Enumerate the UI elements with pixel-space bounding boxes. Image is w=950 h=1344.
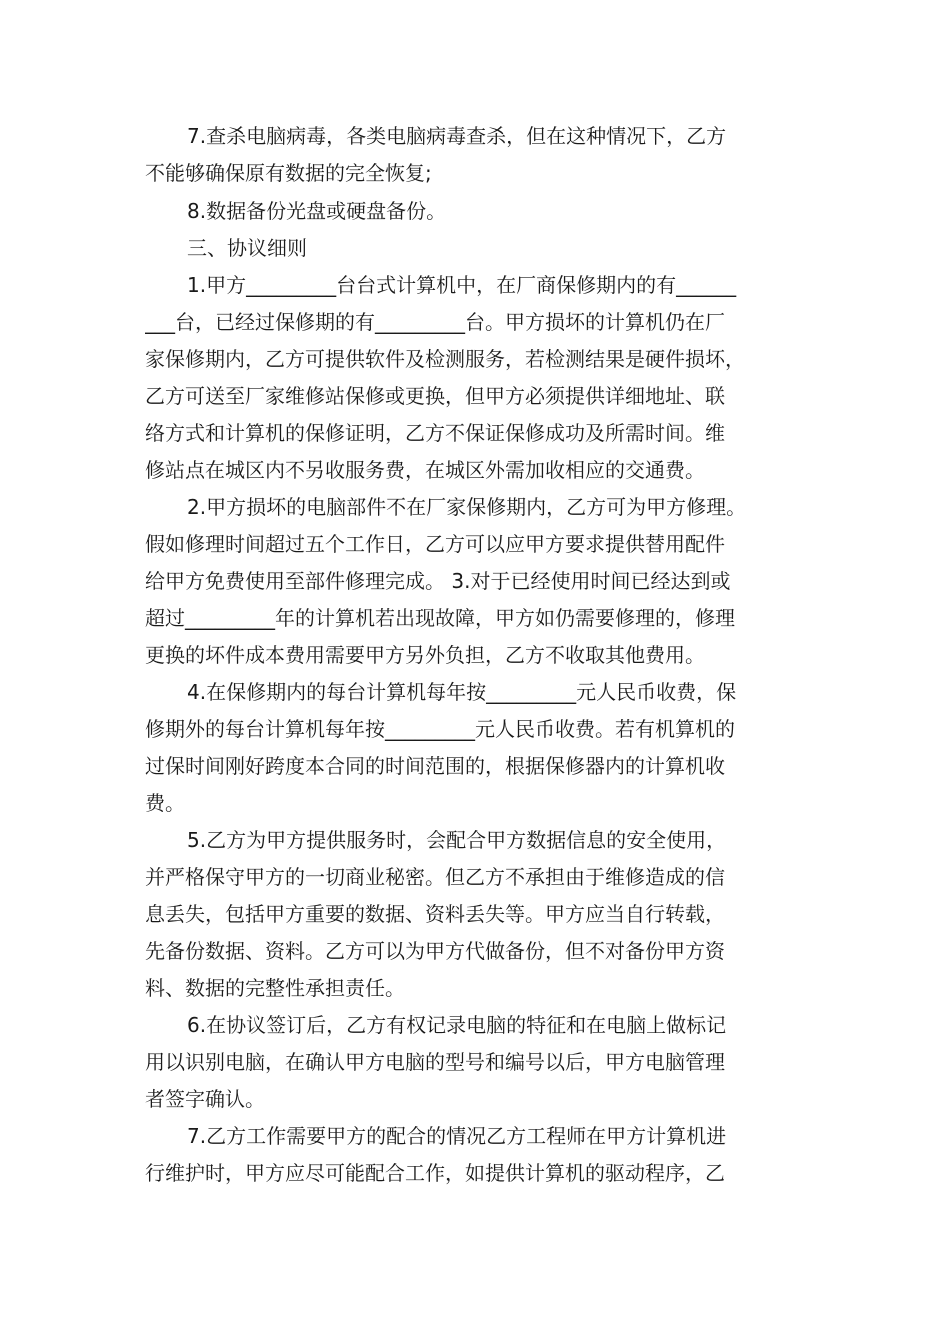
section-heading: 三、协议细则 xyxy=(187,236,307,260)
text-line: 4.在保修期内的每台计算机每年按_________元人民币收费，保 xyxy=(187,680,737,704)
text-line: 料、数据的完整性承担责任。 xyxy=(145,976,405,1000)
text-line: 用以识别电脑，在确认甲方电脑的型号和编号以后，甲方电脑管理 xyxy=(145,1050,725,1074)
text-line: 超过_________年的计算机若出现故障，甲方如仍需要修理的，修理 xyxy=(145,606,735,630)
text-line: 络方式和计算机的保修证明，乙方不保证保修成功及所需时间。维 xyxy=(145,421,725,445)
text-line: 5.乙方为甲方提供服务时，会配合甲方数据信息的安全使用， xyxy=(187,828,727,852)
text-line: 给甲方免费使用至部件修理完成。 3.对于已经使用时间已经达到或 xyxy=(145,569,731,593)
text-line: 家保修期内，乙方可提供软件及检测服务，若检测结果是硬件损坏， xyxy=(145,347,745,371)
text-line: ___台，已经过保修期的有_________台。甲方损坏的计算机仍在厂 xyxy=(145,310,725,334)
text-line: 过保时间刚好跨度本合同的时间范围的，根据保修器内的计算机收 xyxy=(145,754,725,778)
text-line: 行维护时，甲方应尽可能配合工作，如提供计算机的驱动程序，乙 xyxy=(145,1161,725,1185)
text-line: 6.在协议签订后，乙方有权记录电脑的特征和在电脑上做标记 xyxy=(187,1013,727,1037)
text-line: 7.乙方工作需要甲方的配合的情况乙方工程师在甲方计算机进 xyxy=(187,1124,727,1148)
text-line: 8.数据备份光盘或硬盘备份。 xyxy=(187,199,447,223)
text-line: 更换的坏件成本费用需要甲方另外负担，乙方不收取其他费用。 xyxy=(145,643,705,667)
text-line: 1.甲方_________台台式计算机中，在厂商保修期内的有______ xyxy=(187,273,737,297)
text-line: 费。 xyxy=(145,791,185,815)
text-line: 乙方可送至厂家维修站保修或更换，但甲方必须提供详细地址、联 xyxy=(145,384,725,408)
text-line: 不能够确保原有数据的完全恢复; xyxy=(145,161,432,185)
text-line: 修期外的每台计算机每年按_________元人民币收费。若有机算机的 xyxy=(145,717,735,741)
text-line: 假如修理时间超过五个工作日，乙方可以应甲方要求提供替用配件 xyxy=(145,532,725,556)
text-line: 7.查杀电脑病毒，各类电脑病毒查杀，但在这种情况下，乙方 xyxy=(187,124,727,148)
text-line: 息丢失，包括甲方重要的数据、资料丢失等。甲方应当自行转载， xyxy=(145,902,725,926)
text-line: 先备份数据、资料。乙方可以为甲方代做备份，但不对备份甲方资 xyxy=(145,939,725,963)
text-line: 者签字确认。 xyxy=(145,1087,265,1111)
text-line: 修站点在城区内不另收服务费，在城区外需加收相应的交通费。 xyxy=(145,458,705,482)
text-line: 并严格保守甲方的一切商业秘密。但乙方不承担由于维修造成的信 xyxy=(145,865,725,889)
text-line: 2.甲方损坏的电脑部件不在厂家保修期内，乙方可为甲方修理。 xyxy=(187,495,747,519)
